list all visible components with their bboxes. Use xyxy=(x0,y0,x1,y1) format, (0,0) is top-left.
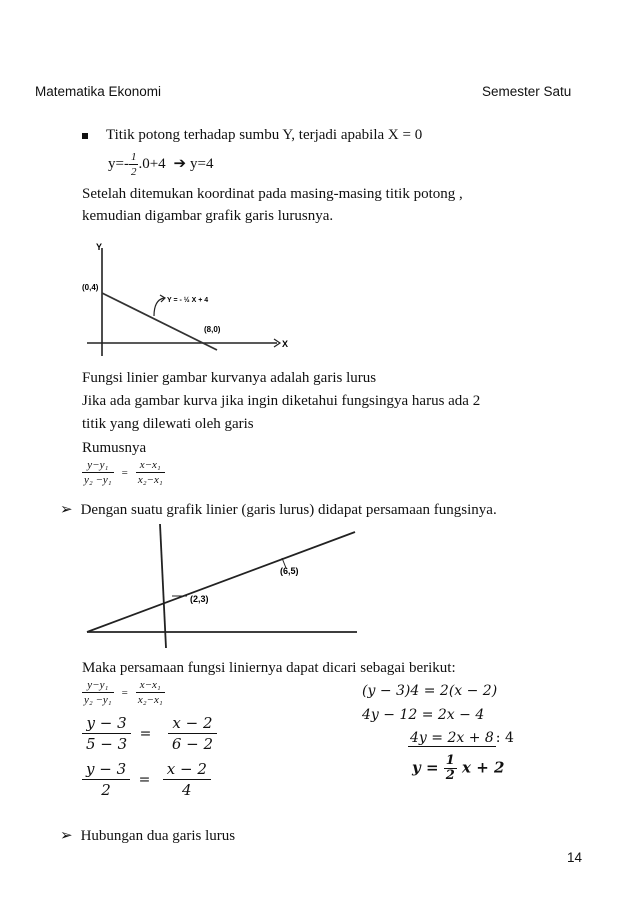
bullet-item-y-intercept xyxy=(82,125,422,145)
two-point-formula xyxy=(82,458,165,487)
step-den: 4 xyxy=(182,781,192,799)
paragraph-line: titik yang dilewati oleh garis xyxy=(82,416,254,432)
step-den: 2 xyxy=(101,781,111,799)
formula-den: x₂−x₁ xyxy=(137,694,163,706)
running-header-left: Matematika Ekonomi xyxy=(35,84,162,99)
equals-sign: = xyxy=(138,771,151,788)
step-3-divisor: : 4 xyxy=(495,730,514,746)
line-equation-label: Y = - ½ X + 4 xyxy=(167,297,209,304)
frac-den: 2 xyxy=(130,166,137,178)
formula-den: y₂ −y₁ xyxy=(84,694,112,706)
eq-prefix: y=- xyxy=(108,155,129,172)
function-line xyxy=(87,532,355,632)
formula-den: x₂−x₁ xyxy=(137,474,163,486)
paragraph-line: Setelah ditemukan koordinat pada masing-masing titik potong , xyxy=(82,186,463,202)
solution-intro: Maka persamaan fungsi liniernya dapat dicari sebagai berikut: xyxy=(82,660,456,676)
final-frac-den: 2 xyxy=(445,768,455,783)
solution-step-1 xyxy=(82,713,217,754)
equals-sign: = xyxy=(139,725,152,742)
bullet-text: Hubungan dua garis lurus xyxy=(80,828,236,844)
formula-num: y−y₁ xyxy=(82,678,114,693)
formula-den: y₂ −y₁ xyxy=(84,474,112,486)
final-equation xyxy=(412,754,504,783)
formula-num: y−y₁ xyxy=(82,458,114,473)
step-den: 5 − 3 xyxy=(86,735,128,753)
step-num: x − 2 xyxy=(163,759,211,780)
paragraph-line: kemudian digambar grafik garis lurusnya. xyxy=(82,208,334,224)
step-num: y − 3 xyxy=(82,759,130,780)
final-lhs: y = xyxy=(412,758,439,777)
step-den: 6 − 2 xyxy=(171,735,214,753)
page-number: 14 xyxy=(567,850,583,865)
eq-suffix: .0+4 xyxy=(138,155,166,172)
formula-num: x−x₁ xyxy=(136,678,165,693)
paragraph-line: Jika ada gambar kurva jika ingin diketahui fungsingya harus ada 2 xyxy=(82,393,481,409)
graph-intercepts xyxy=(82,238,292,358)
bullet-text: Dengan suatu grafik linier (garis lurus) didapat persamaan fungsinya. xyxy=(80,502,497,518)
final-rhs: x + 2 xyxy=(462,758,505,777)
y-axis-label: Y xyxy=(96,242,103,252)
vertical-axis xyxy=(160,524,166,648)
solution-step-2 xyxy=(82,759,211,800)
bullet-text: Titik potong terhadap sumbu Y, terjadi apabila X = 0 xyxy=(106,127,423,143)
point-label: (2,3) xyxy=(190,594,209,604)
paragraph-line: Rumusnya xyxy=(82,440,147,456)
formula-num: x−x₁ xyxy=(136,458,165,473)
point-label: (0,4) xyxy=(82,283,99,292)
equals-sign: = xyxy=(121,686,128,699)
solution-right-step-1: (y − 3)4 = 2(x − 2) xyxy=(362,683,498,699)
final-frac-num: 1 xyxy=(445,753,455,768)
arrow-bullet-item xyxy=(60,826,235,846)
arrow-bullet-icon: ➢ xyxy=(60,828,73,844)
y-intercept-equation xyxy=(108,150,213,179)
step-num: y − 3 xyxy=(82,713,131,734)
step-3-expression: 4y = 2x + 8 xyxy=(410,730,494,746)
step-num: x − 2 xyxy=(168,713,217,734)
point-label: (8,0) xyxy=(204,325,221,334)
frac-num: 1 xyxy=(130,151,137,163)
arrow-bullet-item xyxy=(60,500,497,520)
solution-formula xyxy=(82,678,165,707)
arrow-right-icon: ➔ xyxy=(173,155,187,172)
running-header-right: Semester Satu xyxy=(482,84,572,99)
square-bullet-icon xyxy=(82,133,88,139)
equals-sign: = xyxy=(121,466,128,479)
x-axis-label: X xyxy=(282,339,289,349)
solution-right-step-3 xyxy=(408,730,514,747)
eq-result: y=4 xyxy=(190,155,214,172)
paragraph-line: Fungsi linier gambar kurvanya adalah garis lurus xyxy=(82,370,377,386)
graph-two-points xyxy=(82,522,362,650)
arrow-bullet-icon: ➢ xyxy=(60,502,73,518)
point-label: (6,5) xyxy=(280,566,299,576)
solution-right-step-2: 4y − 12 = 2x − 4 xyxy=(362,707,485,723)
